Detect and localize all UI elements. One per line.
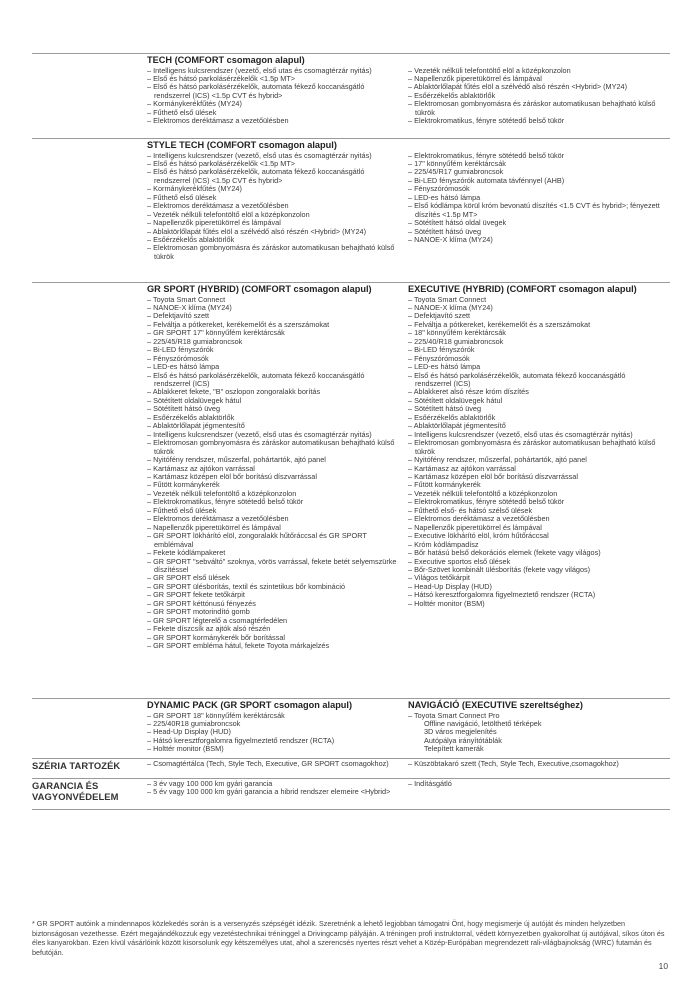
list-item: – Esőérzékelős ablaktörlők	[408, 414, 661, 422]
list-item: – Bi-LED fényszórók	[408, 346, 661, 354]
list-item: – Elektromosan gombnyomásra és záráskor automatikusan behajtható külső tükrök	[147, 439, 400, 456]
list-item: – Első és hátsó parkolásérzékelők, automata fékező koccanásgátló rendszerrel (ICS) <1.5p CVT és hybrid>	[147, 83, 400, 100]
list-item: – GR SPORT légterelő a csomagtérfedélen	[147, 617, 400, 625]
list-item: – Kartámasz az ajtókon varrással	[408, 465, 661, 473]
tech-right-column	[408, 67, 661, 126]
list-item: – Nyitófény rendszer, műszerfal, pohártartók, ajtó panel	[147, 456, 400, 464]
list-item: Telepített kamerák	[424, 744, 484, 754]
list-item: – 225/40R18 gumiabroncsok	[147, 720, 400, 728]
list-item: – Fényszórómosók	[147, 355, 400, 363]
list-item: – Executive sportos első ülések	[408, 558, 661, 566]
list-item: – Króm kódlámpadísz	[408, 541, 661, 549]
style-tech-right-column	[408, 152, 661, 245]
list-item: – 225/45/R18 gumiabroncsok	[147, 338, 400, 346]
list-item: – Fűthető első ülések	[147, 194, 400, 202]
list-item: – Fűtött kormánykerék	[408, 481, 661, 489]
list-item: – Intelligens kulcsrendszer (vezető, első utas és csomagtérzár nyitás)	[147, 67, 400, 75]
style-tech-left-column	[147, 140, 400, 261]
tech-left-column	[147, 55, 400, 126]
list-item: – Toyota Smart Connect	[408, 296, 661, 304]
list-item: – Napellenzők piperetükörrel és lámpával	[408, 524, 661, 532]
list-item: – GR SPORT motorindító gomb	[147, 608, 400, 616]
list-item: – GR SPORT 17" könnyűfém keréktárcsák	[147, 329, 400, 337]
list-item: – Sötétített hátsó üveg	[408, 405, 661, 413]
list-item: – Fekete kódlámpakeret	[147, 549, 400, 557]
list-item: – Ablaktörlőlapát fűtés elöl a szélvédő alsó részén <Hybrid> (MY24)	[408, 83, 661, 91]
list-item: – Elektromos deréktámasz a vezetőülésben	[147, 515, 400, 523]
list-item: – GR SPORT 18" könnyűfém keréktárcsák	[147, 712, 400, 720]
gr-sport-column	[147, 284, 400, 651]
list-item: – Kormánykerékfűtés (MY24)	[147, 185, 400, 193]
list-item: – 225/45/R17 gumiabroncsok	[408, 168, 661, 176]
list-item: – Első és hátsó parkolásérzékelők <1.5p MT>	[147, 75, 400, 83]
style-tech-title: STYLE TECH (COMFORT csomagon alapul)	[147, 140, 337, 150]
list-item: – 5 év vagy 100 000 km gyári garancia a hibrid rendszer elemeire <Hybrid>	[147, 788, 400, 796]
list-item: – 3 év vagy 100 000 km gyári garancia	[147, 780, 400, 788]
list-item: – Intelligens kulcsrendszer (vezető, első utas és csomagtérzár nyitás)	[408, 431, 661, 439]
list-item: – Küszöbtakaró szett (Tech, Style Tech, Executive,csomagokhoz)	[408, 760, 661, 768]
list-item: – Elektrokromatikus, fényre sötétedő belső tükör	[408, 498, 661, 506]
szeria-label: SZÉRIA TARTOZÉK	[32, 760, 121, 771]
list-item: – Első és hátsó parkolásérzékelők, automata fékező koccanásgátló rendszerrel (ICS)	[147, 372, 400, 389]
list-item: – GR SPORT lökhárító elöl, zongoralakk hűtőráccsal és GR SPORT emblémával	[147, 532, 400, 549]
list-item: – LED-es hátsó lámpa	[147, 363, 400, 371]
list-item: – Esőérzékelős ablaktörlők	[408, 92, 661, 100]
szeria-left-column	[147, 760, 400, 768]
list-item: – NANOE-X klíma (MY24)	[147, 304, 400, 312]
executive-column	[408, 284, 661, 608]
footnote: * GR SPORT autóink a mindennapos közlekedés során is a versenyzés szépségét idézik. Szeretnénk a lehető legjobban támogatni Önt, hogy megismerje új autóját és minden helyzetben biztonságosan vezethesse. Ezért megajándékozzuk egy vezetéstechnikai tréninggel a Drivingcamp pályáján. A tréningen profi instruktorral, védett környezetben gyakorolhat új autójával, síkos úton és éles kanyarokban. Ezen kívül vásárlóink között kisorsolunk egy kétszemélyes utat, ahol a szerencsés nyertes részt vehet a Közép-Európában megrendezett rali-világbajnokság (WRC) futamán és befutóján.	[32, 919, 665, 957]
list-item: – Toyota Smart Connect Pro	[408, 712, 661, 720]
list-item: – GR SPORT kormánykerék bőr borítással	[147, 634, 400, 642]
list-item: – GR SPORT "sebváltó" szoknya, vörös varrással, fekete betét selyemszürke díszítéssel	[147, 558, 400, 575]
list-item: – Fűthető első ülések	[147, 109, 400, 117]
list-item: – Nyitófény rendszer, műszerfal, pohártartók, ajtó panel	[408, 456, 661, 464]
list-item: – Ablaktörlőlapát jégmentesítő	[408, 422, 661, 430]
list-item: – 225/40/R18 gumiabroncsok	[408, 338, 661, 346]
list-item: – Első és hátsó parkolásérzékelők, automata fékező koccanásgátló rendszerrel (ICS) <1.5p CVT és hybrid>	[147, 168, 400, 185]
list-item: – Elektromosan gombnyomásra és záráskor automatikusan behajtható külső tükrök	[147, 244, 400, 261]
gr-sport-title: GR SPORT (HYBRID) (COMFORT csomagon alapul)	[147, 284, 372, 294]
style-tech-section	[32, 138, 670, 261]
list-item: – Fekete díszcsík az ajtók alsó részén	[147, 625, 400, 633]
list-item: – Ablaktörlőlapát fűtés elöl a szélvédő alsó részén <Hybrid> (MY24)	[147, 228, 400, 236]
list-item: – Felváltja a pótkereket, kerékemelőt és a szerszámokat	[408, 321, 661, 329]
list-item: – Fűthető első- és hátsó szélső ülések	[408, 507, 661, 515]
list-item: – Holttér monitor (BSM)	[408, 600, 661, 608]
list-item: – GR SPORT első ülések	[147, 574, 400, 582]
list-item: – Elektromosan gombnyomásra és záráskor automatikusan behajtható külső tükrök	[408, 100, 661, 117]
list-item: – Vezeték nélküli telefontöltő elöl a középkonzolon	[408, 67, 661, 75]
list-item: – 18" könnyűfém keréktárcsák	[408, 329, 661, 337]
list-item: – Napellenzők piperetükörrel és lámpával	[147, 219, 400, 227]
list-item: – 17" könnyűfém keréktárcsák	[408, 160, 661, 168]
szeria-section	[32, 758, 670, 771]
list-item: – Első és hátsó parkolásérzékelők <1.5p MT>	[147, 160, 400, 168]
list-item: – Kormánykerékfűtés (MY24)	[147, 100, 400, 108]
list-item: – Vezeték nélküli telefontöltő elöl a középkonzolon	[147, 211, 400, 219]
list-item: – Head-Up Display (HUD)	[408, 583, 661, 591]
dynamic-navigation-section	[32, 698, 670, 754]
list-item: – Sötétített hátsó üveg	[147, 405, 400, 413]
list-item: – Hátsó keresztforgalomra figyelmeztető rendszer (RCTA)	[408, 591, 661, 599]
list-item: – Elektrokromatikus, fényre sötétedő belső tükör	[408, 152, 661, 160]
list-item: – Kartámasz az ajtókon varrással	[147, 465, 400, 473]
list-item: – Világos tetőkárpit	[408, 574, 661, 582]
list-item: – Esőérzékelős ablaktörlők	[147, 236, 400, 244]
list-item: – Elektrokromatikus, fényre sötétedő belső tükör	[147, 498, 400, 506]
list-item: – Elektrokromatikus, fényre sötétedő belső tükör	[408, 117, 661, 125]
szeria-right-column	[408, 760, 661, 768]
list-item: – Holttér monitor (BSM)	[147, 745, 400, 753]
tech-title: TECH (COMFORT csomagon alapul)	[147, 55, 305, 65]
list-item: – Kartámasz középen elöl bőr borítású díszvarrással	[408, 473, 661, 481]
page-number: 10	[658, 961, 668, 971]
list-item: – LED-es hátsó lámpa	[408, 363, 661, 371]
list-item: Offline navigáció, letölthető térképek	[424, 718, 542, 728]
list-item: – Hátsó keresztforgalomra figyelmeztető rendszer (RCTA)	[147, 737, 400, 745]
list-item: – Elektromos deréktámasz a vezetőülésben	[408, 515, 661, 523]
list-item: – Ablaktörlőlapát jégmentesítő	[147, 422, 400, 430]
list-item: – Sötétített hátsó oldal üvegek	[408, 219, 661, 227]
list-item: – Intelligens kulcsrendszer (vezető, első utas és csomagtérzár nyitás)	[147, 152, 400, 160]
list-item: – Executive lökhárító elöl, króm hűtőráccsal	[408, 532, 661, 540]
list-item: – Első kódlámpa körül króm bevonatú díszítés <1.5 CVT és hybrid>; fényezett díszítés <1.5p MT>	[408, 202, 661, 219]
list-item: – Bőr hatású belső dekorációs elemek (fekete vagy világos)	[408, 549, 661, 557]
list-item: – Sötétített oldalüvegek hátul	[147, 397, 400, 405]
list-item: – NANOE-X klíma (MY24)	[408, 304, 661, 312]
list-item: – Intelligens kulcsrendszer (vezető, első utas és csomagtérzár nyitás)	[147, 431, 400, 439]
garancia-right-column	[408, 780, 661, 788]
tech-section	[32, 53, 670, 126]
list-item: – Bőr-Szövet kombinált ülésborítás (fekete vagy világos)	[408, 566, 661, 574]
list-item: – Elektromos deréktámasz a vezetőülésben	[147, 202, 400, 210]
list-item: 3D város megjelenítés	[424, 727, 497, 737]
executive-title: EXECUTIVE (HYBRID) (COMFORT csomagon alapul)	[408, 284, 637, 294]
list-item: – Sötétített hátsó üveg	[408, 228, 661, 236]
list-item: – Fényszórómosók	[408, 355, 661, 363]
list-item: – Indításgátló	[408, 780, 661, 788]
list-item: – LED-es hátsó lámpa	[408, 194, 661, 202]
list-item: Autópálya irányítótáblák	[424, 735, 502, 745]
list-item: – Elektromos deréktámasz a vezetőülésben	[147, 117, 400, 125]
list-item: – Sötétített oldalüvegek hátul	[408, 397, 661, 405]
list-item: – Napellenzők piperetükörrel és lámpával	[408, 75, 661, 83]
list-item: – Első és hátsó parkolásérzékelők, automata fékező koccanásgátló rendszerrel (ICS)	[408, 372, 661, 389]
list-item: – GR SPORT ülésborítás, textil és szintetikus bőr kombináció	[147, 583, 400, 591]
list-item: – Defektjavító szett	[408, 312, 661, 320]
list-item: – Fényszórómosók	[408, 185, 661, 193]
list-item: – Head-Up Display (HUD)	[147, 728, 400, 736]
list-item: – Kartámasz középen elöl bőr borítású díszvarrással	[147, 473, 400, 481]
list-item: – NANOE-X klíma (MY24)	[408, 236, 661, 244]
garancia-section	[32, 778, 670, 810]
list-item: – Defektjavító szett	[147, 312, 400, 320]
list-item: – GR SPORT embléma hátul, fekete Toyota márkajelzés	[147, 642, 400, 650]
list-item: – Bi-LED fényszórók automata távfénnyel (AHB)	[408, 177, 661, 185]
list-item: – Vezeték nélküli telefontöltő a középkonzolon	[408, 490, 661, 498]
list-item: – Csomagtértálca (Tech, Style Tech, Executive, GR SPORT csomagokhoz)	[147, 760, 400, 768]
navigation-column	[408, 700, 661, 754]
dynamic-pack-title: DYNAMIC PACK (GR SPORT csomagon alapul)	[147, 700, 353, 710]
gr-executive-section	[32, 282, 670, 651]
list-item: – Ablakkeret fekete, "B" oszlopon zongoralakk borítás	[147, 388, 400, 396]
list-item: – GR SPORT fekete tetőkárpit	[147, 591, 400, 599]
navigation-title: NAVIGÁCIÓ (EXECUTIVE szereltséghez)	[408, 700, 583, 710]
list-item: – Ablakkeret alsó része króm díszítés	[408, 388, 661, 396]
garancia-label: GARANCIA ÉS VAGYONVÉDELEM	[32, 780, 119, 802]
dynamic-pack-column	[147, 700, 400, 754]
list-item: – Napellenzők piperetükörrel és lámpával	[147, 524, 400, 532]
list-item: – Felváltja a pótkereket, kerékemelőt és a szerszámokat	[147, 321, 400, 329]
list-item: – Esőérzékelős ablaktörlők	[147, 414, 400, 422]
list-item: – Vezeték nélküli telefontöltő a középkonzolon	[147, 490, 400, 498]
list-item: – Fűthető első ülések	[147, 507, 400, 515]
list-item: – Elektromosan gombnyomásra és záráskor automatikusan behajtható külső tükrök	[408, 439, 661, 456]
list-item: – Toyota Smart Connect	[147, 296, 400, 304]
list-item: – Fűtött kormánykerék	[147, 481, 400, 489]
list-item: – Bi-LED fényszórók	[147, 346, 400, 354]
garancia-left-column	[147, 780, 400, 797]
list-item: – GR SPORT kéttónusú fényezés	[147, 600, 400, 608]
